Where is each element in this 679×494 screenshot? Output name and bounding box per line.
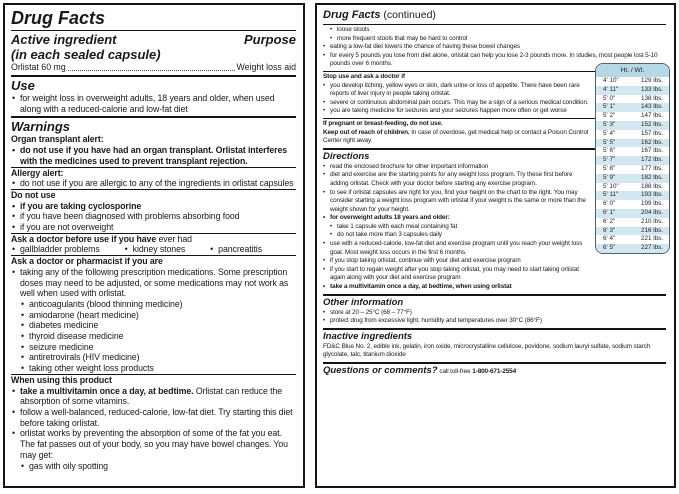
hw-table	[596, 64, 669, 253]
organ-alert-title: Organ transplant alert:	[11, 134, 104, 145]
when-using-bullet: • follow a well-balanced, reduced-calorie, low-fat diet. Try starting this diet before taking orlistat.	[11, 407, 296, 428]
storage-bullet: • store at 20 – 25°C (68 – 77°F)	[323, 309, 666, 318]
hw-row: 5' 10" 188 lbs.	[603, 182, 663, 190]
hw-row: 4' 10" 129 lbs.	[603, 77, 663, 84]
hw-header-row	[596, 64, 669, 77]
hw-row: 6' 2" 210 lbs.	[603, 217, 663, 225]
hw-row: 5' 3" 152 lbs.	[596, 121, 669, 130]
purpose-heading: Purpose	[243, 32, 296, 47]
purpose-value: Weight loss aid	[236, 62, 296, 72]
other-information-heading: Other information	[323, 296, 404, 308]
bowel-bullet: • for every 5 pounds you lose from diet alone, orlistat can help you lose 2-3 pounds more. In studies, most people lost 5-10 pounds over 6 months.	[323, 52, 666, 69]
right-panel	[315, 3, 676, 488]
condition-item: • pancreatitis	[209, 244, 262, 255]
bowel-sub-bullet: • more frequent stools that may be hard to control	[330, 35, 666, 44]
active-ingredient-section	[11, 31, 296, 75]
bowel-bullet: • eating a low-fat diet lowers the chance of having these bowel changes	[323, 43, 666, 52]
directions-bullet: • use with a reduced-calorie, low-fat diet and exercise program until you reach your weight loss goal. Most weight loss occurs in the first 6 months.	[323, 240, 590, 257]
condition-item: • gallbladder problems	[11, 244, 100, 255]
stop-use-title: Stop use and ask a doctor if	[323, 72, 405, 80]
other-information-section	[323, 296, 666, 328]
use-section	[11, 77, 296, 116]
use-heading: Use	[11, 78, 35, 93]
hw-row: 5' 2" 147 lbs.	[603, 112, 663, 120]
keep-out-of-reach: Keep out of reach of children. In case of overdose, get medical help or contact a Poison Control Center right away.	[323, 128, 589, 145]
active-ingredient-subheading: (in each sealed capsule)	[11, 47, 161, 62]
height-weight-chart	[595, 63, 670, 254]
hw-row: 6' 4" 221 lbs.	[603, 235, 663, 243]
hw-header: Ht. / Wt.	[596, 64, 669, 77]
when-using-bullet: • orlistat works by preventing the absorption of some of the fat you eat. The fat passes out of your body, so you may have bowel changes. You may get:	[11, 428, 296, 460]
directions-multivitamin-bullet: • take a multivitamin once a day, at bedtime, when using orlistat	[323, 283, 590, 292]
when-using-sub-bullet: • gas with oily spotting	[20, 461, 296, 472]
pregnant-warning: If pregnant or breast-feeding, do not use.	[323, 119, 443, 127]
hw-row: 5' 7" 172 lbs.	[596, 156, 669, 165]
when-using-title: When using this product	[11, 374, 112, 385]
inactive-ingredients-heading: Inactive ingredients	[323, 330, 413, 342]
ingredient-name: Orlistat 60 mg	[11, 62, 66, 72]
use-bullet: • for weight loss in overweight adults, 18 years and older, when used along with a reduced-calorie and low-fat diet	[11, 93, 296, 114]
directions-bullet: • read the enclosed brochure for other important information	[323, 163, 590, 172]
inactive-ingredients-section	[323, 330, 666, 362]
active-ingredient-heading: Active ingredient	[11, 32, 117, 47]
hw-row: 6' 1" 204 lbs.	[596, 209, 669, 218]
overweight-adults-title: • for overweight adults 18 years and older:	[323, 214, 590, 223]
multivitamin-bullet: • take a multivitamin once a day, at bedtime. Orlistat can reduce the absorption of some vitamins.	[11, 386, 296, 407]
hw-row: 6' 3" 216 lbs.	[596, 227, 669, 236]
do-not-use-title: Do not use	[11, 189, 56, 200]
inactive-ingredients-list: FD&C Blue No. 2, edible ink, gelatin, iron oxide, microcrystalline cellulose, povidone, sodium lauryl sulfate, sodium starch glycolate, talc, titanium dioxide	[323, 342, 651, 359]
ask-doctor-title: Ask a doctor before use if you have ever had	[11, 233, 192, 244]
ask-doctor-items	[11, 244, 296, 255]
medication-item: • taking other weight loss products	[20, 363, 296, 374]
ask-pharmacist-title: Ask a doctor or pharmacist if you are	[11, 256, 163, 267]
hw-row: 5' 1" 143 lbs.	[596, 103, 669, 112]
directions-bullet: • diet and exercise are the starting points for any weight loss program. Try these first before adding orlistat. Check with your doctor before starting any exercise program.	[323, 171, 590, 188]
hw-row: 6' 0" 199 lbs.	[603, 200, 663, 208]
drug-facts-continued-title: Drug Facts (continued)	[323, 9, 436, 21]
dosage-sub-bullet: • do not take more than 3 capsules daily	[330, 231, 590, 240]
phone-number: 1-800-671-2554	[472, 368, 517, 375]
left-panel	[3, 3, 305, 488]
stop-use-bullet: • severe or continuous abdominal pain occurs. This may be a sign of a serious medical condition.	[323, 99, 590, 108]
bowel-sub-bullet: • loose stools	[330, 26, 666, 35]
medication-item: • diabetes medicine	[20, 320, 296, 331]
hw-row: 5' 9" 182 lbs.	[596, 174, 669, 183]
dot-leader	[68, 70, 235, 71]
medication-item: • antiretrovirals (HIV medicine)	[20, 352, 296, 363]
hw-row: 5' 8" 177 lbs.	[603, 164, 663, 172]
questions-section	[323, 364, 666, 379]
do-not-use-bullet: • if you are not overweight	[11, 222, 296, 233]
directions-heading: Directions	[323, 150, 370, 162]
hw-row: 5' 6" 167 lbs.	[603, 147, 663, 155]
allergy-alert-bullet: • do not use if you are allergic to any of the ingredients in orlistat capsules	[11, 178, 296, 189]
do-not-use-bullet: • if you are taking cyclosporine	[11, 201, 296, 212]
allergy-alert-title: Allergy alert:	[11, 167, 64, 178]
condition-item: • kidney stones	[124, 244, 186, 255]
hw-row: 5' 11" 193 lbs.	[596, 191, 669, 200]
stop-use-bullet: • you develop itching, yellow eyes or skin, dark urine or loss of appetite. There have been rare reports of liver injury in people taking orlistat.	[323, 82, 590, 99]
organ-alert-bullet: • do not use if you have had an organ transplant. Orlistat interferes with the medicines used to prevent transplant rejection.	[11, 145, 296, 166]
stop-use-bullet: • you are taking medicine for seizures and your seizures happen more often or get worse	[323, 107, 590, 116]
drug-facts-title: Drug Facts	[11, 8, 106, 28]
dosage-sub-bullet: • take 1 capsule with each meal containing fat	[330, 223, 590, 232]
hw-row: 5' 5" 162 lbs.	[596, 139, 669, 148]
storage-bullet: • protect drug from excessive light, humidity and temperatures over 30°C (86°F)	[323, 317, 666, 326]
warnings-heading: Warnings	[11, 119, 70, 135]
medication-item: • seizure medicine	[20, 342, 296, 353]
medication-item: • anticoagulants (blood thinning medicine)	[20, 299, 296, 310]
hw-row: 5' 0" 138 lbs.	[603, 94, 663, 102]
ask-pharmacist-intro: • taking any of the following prescription medications. Some prescription doses may need to be adjusted, or some medications may not work as well when used with orlistat.	[11, 267, 296, 299]
questions-heading: Questions or comments?	[323, 365, 438, 376]
hw-row: 4' 11" 133 lbs.	[596, 86, 669, 95]
hw-row: 5' 4" 157 lbs.	[603, 129, 663, 137]
medication-item: • amiodarone (heart medicine)	[20, 310, 296, 321]
do-not-use-bullet: • if you have been diagnosed with problems absorbing food	[11, 211, 296, 222]
questions-text: call toll-free	[439, 368, 471, 375]
medication-item: • thyroid disease medicine	[20, 331, 296, 342]
hw-row: 6' 5" 227 lbs.	[596, 244, 669, 253]
directions-bullet: • if you stop taking orlistat, continue with your diet and exercise program	[323, 257, 590, 266]
directions-bullet: • to see if orlistat capsules are right for you, find your height on the chart to the right. You may consider starting a weight loss program with orlistat if your weight is the same or more than the weight shown for your height.	[323, 189, 590, 215]
directions-bullet: • if you start to regain weight after you stop taking orlistat, you may need to start taking orlistat again along with your diet and exercise program	[323, 266, 590, 283]
warnings-section	[11, 118, 296, 473]
